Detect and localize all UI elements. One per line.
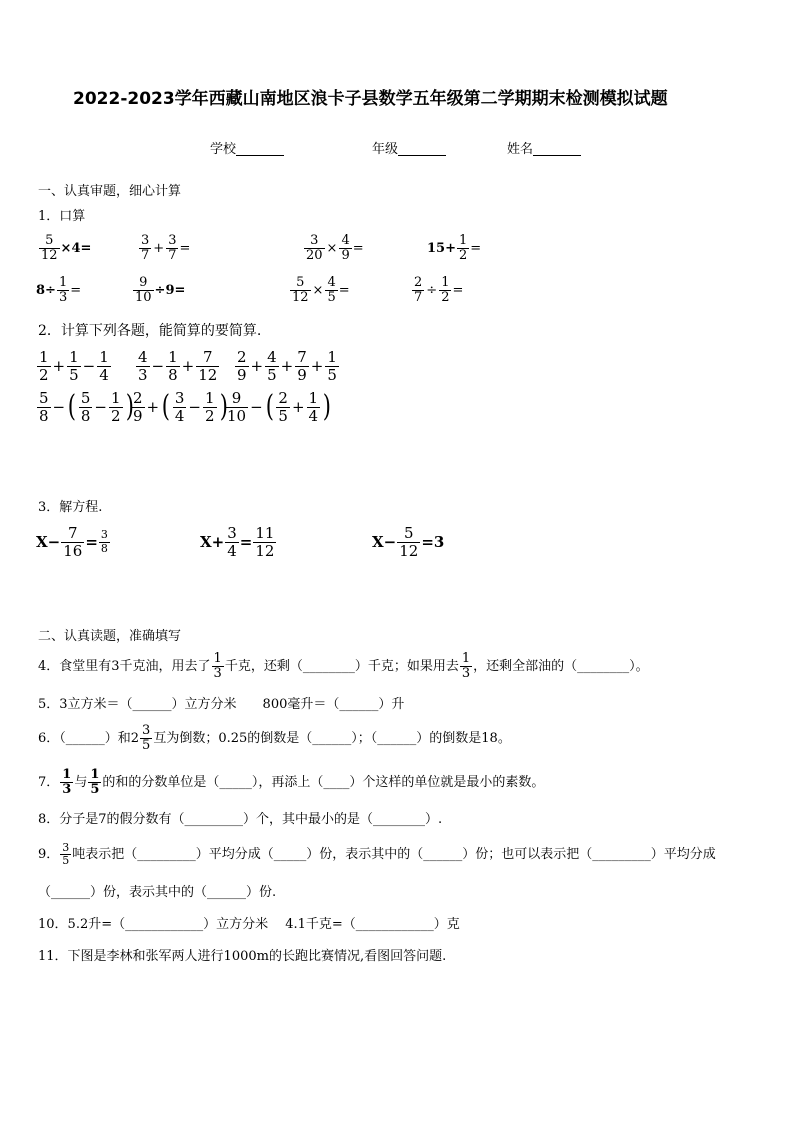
equation-3: X− $\frac{5}{12}$ =3: [372, 524, 445, 560]
oral-d: 15+ $\frac{1}{2}$ =: [427, 233, 482, 264]
question-4: 4．食堂里有3千克油，用去了 $\frac{1}{3}$ 千克，还剩（________）千克；如果用去 $\frac{1}{3}$ ，还剩全部油的（________）。: [38, 651, 649, 682]
calc-r1c: $\frac{2}{9}$ + $\frac{4}{5}$ + $\frac{7}{9}$ + $\frac{1}{5}$: [237, 348, 337, 384]
oral-g: $\frac{5}{12}$ × $\frac{4}{5}$ =: [292, 275, 350, 306]
q2-title: 2．计算下列各题，能简算的要简算.: [38, 323, 262, 339]
oral-e: 8÷ $\frac{1}{3}$ =: [36, 275, 82, 306]
calc-r2c: $\frac{9}{10}$ − ( $\frac{2}{5}$ + $\frac{1}{4}$ ): [227, 389, 332, 425]
school-label: 学校: [210, 142, 237, 157]
oral-a: $\frac{5}{12}$ ×4=: [41, 233, 92, 264]
oral-h: $\frac{2}{7}$ ÷ $\frac{1}{2}$ =: [414, 275, 464, 306]
question-10: 10．5.2升=（____________）立方分米 4.1千克=（____________）克: [38, 917, 460, 932]
name-blank[interactable]: [533, 143, 581, 156]
right-paren: ): [125, 389, 134, 424]
oral-c: $\frac{3}{20}$ × $\frac{4}{9}$ =: [306, 233, 364, 264]
q3-title: 3．解方程.: [38, 500, 103, 515]
name-label: 姓名: [507, 142, 534, 157]
page-title: 2022-2023学年西藏山南地区浪卡子县数学五年级第二学期期末检测模拟试题: [73, 89, 668, 109]
oral-b: $\frac{3}{7}$ + $\frac{3}{7}$ =: [141, 233, 191, 264]
grade-blank[interactable]: [398, 143, 446, 156]
grade-field[interactable]: [372, 143, 446, 156]
calc-r2a: $\frac{5}{8}$ − ( $\frac{5}{8}$ − $\frac{1}{2}$ ): [39, 389, 134, 425]
grade-label: 年级: [372, 142, 399, 157]
calc-r2b: $\frac{2}{9}$ + ( $\frac{3}{4}$ − $\frac{1}{2}$ ): [133, 389, 228, 425]
question-9: 9． $\frac{3}{5}$ 吨表示把（_________）平均分成（_____）份，表示其中的（______）份；也可以表示把（_________）平均分成: [38, 841, 716, 868]
school-blank[interactable]: [236, 143, 284, 156]
question-7: 7． $\frac{1}{3}$ 与 $\frac{1}{5}$ 的和的分数单位是（_____），再添上（____）个这样的单位就是最小的素数。: [38, 767, 545, 798]
oral-f: $\frac{9}{10}$ ÷9=: [135, 275, 186, 306]
q1-title: 1．口算: [38, 209, 86, 224]
name-field[interactable]: [507, 143, 581, 156]
question-5: 5．3立方米＝（______）立方分米 800毫升＝（______）升: [38, 697, 405, 712]
equation-2: X+ $\frac{3}{4}$ = $\frac{11}{12}$: [200, 524, 275, 560]
question-9-cont: （______）份，表示其中的（______）份.: [38, 885, 277, 900]
question-11: 11．下图是李林和张军两人进行1000m的长跑比赛情况,看图回答问题.: [38, 949, 447, 964]
equation-1: X− $\frac{7}{16}$ = $\frac{3}{8}$: [36, 524, 108, 560]
school-field[interactable]: [210, 143, 284, 156]
section1-title: 一、认真审题，细心计算: [38, 184, 182, 199]
question-6: 6．（______）和2 $\frac{3}{5}$ 互为倒数；0.25的倒数是（______）；（______）的倒数是18。: [38, 723, 511, 754]
fraction: $\frac{5}{12}$: [41, 233, 58, 264]
left-paren: (: [67, 389, 77, 424]
calc-r1b: $\frac{4}{3}$ − $\frac{1}{8}$ + $\frac{7}{12}$: [138, 348, 218, 384]
calc-r1a: $\frac{1}{2}$ + $\frac{1}{5}$ − $\frac{1}{4}$: [39, 348, 109, 384]
section2-title: 二、认真读题，准确填写: [38, 629, 182, 644]
question-8: 8．分子是7的假分数有（_________）个，其中最小的是（________）.: [38, 812, 443, 827]
